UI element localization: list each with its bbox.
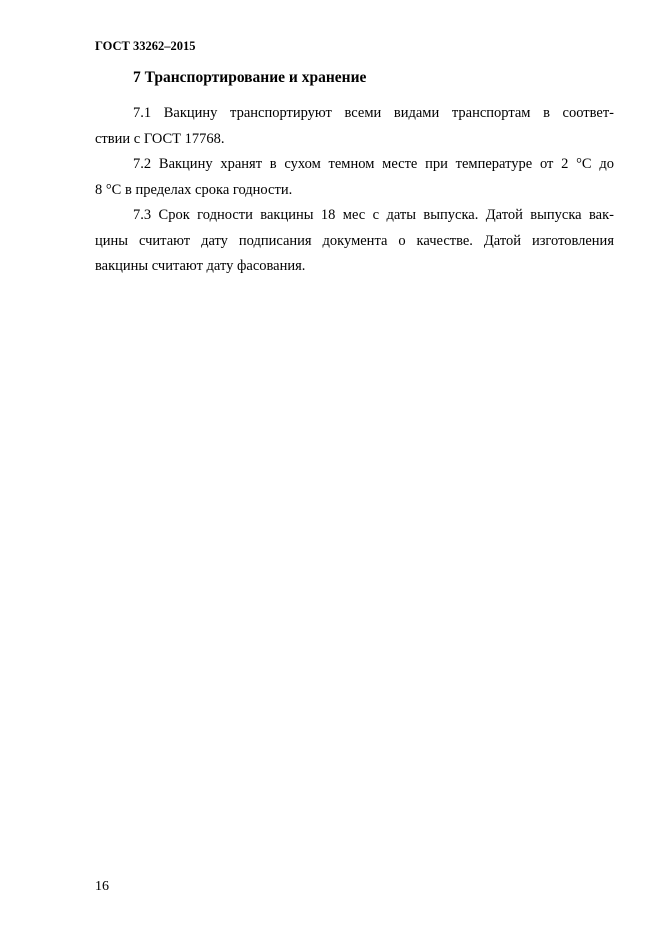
section-body [95,101,614,280]
paragraph-line: цины считают дату подписания документа о качестве. Датой изготовления [95,232,614,249]
paragraph-line: 7.3 Срок годности вакцины 18 мес с даты выпуска. Датой выпуска вак- [133,207,614,223]
paragraph-line: 7.1 Вакцину транспортируют всеми видами транспортам в соответ- [133,105,614,121]
page-number: 16 [95,879,109,894]
paragraph-line: 8 °С в пределах срока годности. [95,181,293,198]
paragraph-7-3 [95,203,614,280]
section-title: 7 Транспортирование и хранение [133,69,367,86]
paragraph-7-2 [95,152,614,203]
paragraph-line: вакцины считают дату фасования. [95,258,306,274]
paragraph-line: ствии с ГОСТ 17768. [95,130,225,147]
paragraph-7-1 [95,101,614,152]
paragraph-line: 7.2 Вакцину хранят в сухом темном месте при температуре от 2 °С до [133,156,614,172]
document-code-header: ГОСТ 33262–2015 [95,39,196,53]
